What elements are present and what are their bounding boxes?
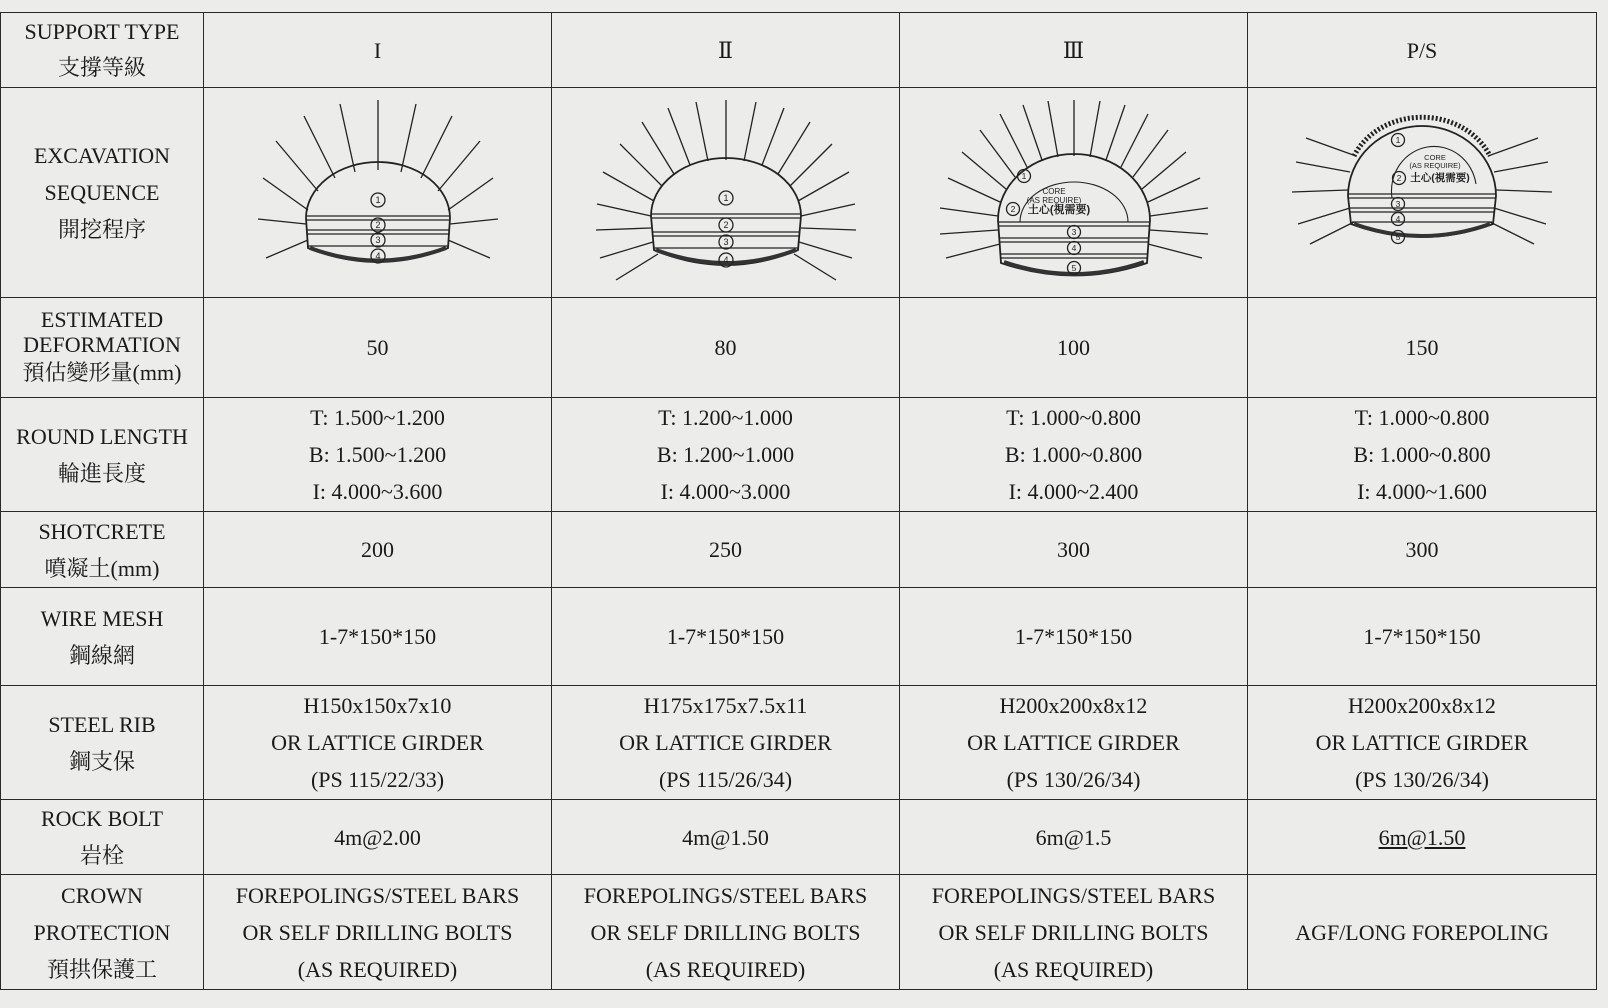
- round-length-bench: B: 1.000~0.800: [1004, 442, 1143, 467]
- excavation-label-en-2: SEQUENCE: [44, 180, 160, 205]
- header-row: [1, 13, 1597, 88]
- step-1-marker: 1: [374, 194, 381, 205]
- round-length-bench: B: 1.000~0.800: [1353, 442, 1491, 467]
- step-2-marker: 2: [1396, 172, 1402, 183]
- steel-rib-girder-spec: (PS 115/22/33): [310, 767, 445, 792]
- steel-rib-label-zh: 鋼支保: [68, 748, 135, 774]
- deformation-value: 150: [1248, 298, 1597, 398]
- steel-rib-section: H150x150x7x10: [303, 693, 452, 718]
- steel-rib-type-1: [204, 686, 552, 800]
- crown-protection-line-1: AGF/LONG FOREPOLING: [1295, 919, 1549, 945]
- steel-rib-girder-spec: (PS 130/26/34): [1355, 767, 1489, 792]
- wire-mesh-label: [1, 588, 204, 686]
- steel-rib-type-3: [900, 686, 1248, 800]
- round-length-label: [1, 398, 204, 512]
- steel-rib-girder-spec: (PS 130/26/34): [1006, 767, 1141, 792]
- tunnel-diagram-type-2: [576, 98, 876, 288]
- steel-rib-section: H200x200x8x12: [1348, 693, 1496, 718]
- crown-protection-label-zh: 預拱保護工: [46, 956, 157, 982]
- crown-protection-line-2: OR SELF DRILLING BOLTS: [938, 919, 1209, 945]
- step-1-marker: 1: [1395, 134, 1401, 145]
- shotcrete-value: 250: [552, 512, 900, 588]
- support-type-table: [0, 12, 1597, 990]
- steel-rib-label: [1, 686, 204, 800]
- crown-protection-line-3: (AS REQUIRED): [645, 956, 806, 982]
- type-1-header: I: [204, 13, 552, 88]
- deformation-value: 50: [204, 298, 552, 398]
- wire-mesh-value: 1-7*150*150: [552, 588, 900, 686]
- round-length-row: [1, 398, 1597, 512]
- type-ps-header: P/S: [1248, 13, 1597, 88]
- excavation-row: [1, 88, 1597, 298]
- crown-protection-type-3: [900, 875, 1248, 990]
- core-label-note: (AS REQUIRE): [1409, 160, 1461, 170]
- core-label-note: (AS REQUIRE): [1026, 195, 1081, 205]
- step-5-marker: 5: [1395, 231, 1401, 242]
- round-length-bench: B: 1.500~1.200: [308, 442, 447, 467]
- step-4-marker: 4: [1071, 242, 1076, 253]
- core-label-zh: 土心(視需要): [1410, 171, 1470, 184]
- deformation-label-en-2: DEFORMATION: [23, 331, 181, 357]
- crown-protection-line-2: OR SELF DRILLING BOLTS: [590, 919, 861, 945]
- excavation-diagram-type-1-cell: [204, 88, 552, 298]
- step-2-marker: 2: [1010, 203, 1015, 214]
- step-2-marker: 2: [722, 219, 729, 230]
- shotcrete-label-zh: 噴凝土(mm): [44, 555, 160, 581]
- step-1-marker: 1: [1021, 170, 1026, 181]
- crown-protection-row: [1, 875, 1597, 990]
- core-label: CORE: [1424, 152, 1446, 162]
- crown-protection-line-2: OR SELF DRILLING BOLTS: [242, 919, 513, 945]
- shotcrete-value: 200: [204, 512, 552, 588]
- round-length-top: T: 1.000~0.800: [1006, 405, 1141, 430]
- round-length-invert: I: 4.000~3.000: [660, 479, 791, 504]
- excavation-diagram-type-ps-cell: [1248, 88, 1597, 298]
- step-4-marker: 4: [374, 250, 381, 261]
- steel-rib-alternative: OR LATTICE GIRDER: [967, 730, 1180, 755]
- shotcrete-label: [1, 512, 204, 588]
- deformation-label-zh: 預估變形量(mm): [22, 359, 182, 385]
- step-3-marker: 3: [722, 236, 729, 247]
- core-label: CORE: [1041, 186, 1066, 196]
- tunnel-diagram-type-3: [924, 98, 1224, 288]
- crown-protection-label-en-2: PROTECTION: [33, 919, 171, 945]
- rock-bolt-value: 4m@1.50: [552, 800, 900, 875]
- steel-rib-alternative: OR LATTICE GIRDER: [271, 730, 484, 755]
- wire-mesh-label-en: WIRE MESH: [40, 605, 164, 631]
- type-3-header: Ⅲ: [900, 13, 1248, 88]
- deformation-label-en-1: ESTIMATED: [40, 306, 164, 332]
- support-type-label-zh: 支撐等級: [57, 55, 146, 80]
- steel-rib-section: H200x200x8x12: [999, 693, 1148, 718]
- crown-protection-type-1: [204, 875, 552, 990]
- steel-rib-label-en: STEEL RIB: [48, 711, 156, 737]
- round-length-invert: I: 4.000~3.600: [312, 479, 443, 504]
- round-length-type-2: [552, 398, 900, 512]
- shotcrete-label-en: SHOTCRETE: [38, 518, 166, 544]
- support-type-label: [1, 13, 204, 88]
- support-type-label-en: SUPPORT TYPE: [24, 19, 180, 44]
- rock-bolt-label: [1, 800, 204, 875]
- round-length-top: T: 1.000~0.800: [1354, 405, 1490, 430]
- rock-bolt-label-zh: 岩栓: [79, 843, 124, 868]
- steel-rib-girder-spec: (PS 115/26/34): [658, 767, 793, 792]
- shotcrete-value: 300: [900, 512, 1248, 588]
- excavation-label-en-1: EXCAVATION: [33, 143, 171, 168]
- round-length-invert: I: 4.000~1.600: [1357, 479, 1487, 504]
- steel-rib-alternative: OR LATTICE GIRDER: [619, 730, 832, 755]
- step-3-marker: 3: [1071, 226, 1076, 237]
- steel-rib-type-ps: [1248, 686, 1597, 800]
- type-2-header: Ⅱ: [552, 13, 900, 88]
- wire-mesh-value: 1-7*150*150: [900, 588, 1248, 686]
- shotcrete-row: [1, 512, 1597, 588]
- crown-protection-type-ps: [1248, 875, 1597, 990]
- crown-protection-line-3: (AS REQUIRED): [297, 956, 458, 982]
- step-5-marker: 5: [1071, 262, 1076, 273]
- round-length-invert: I: 4.000~2.400: [1008, 479, 1139, 504]
- rock-bolt-row: [1, 800, 1597, 875]
- round-length-type-3: [900, 398, 1248, 512]
- step-3-marker: 3: [1395, 198, 1401, 209]
- crown-protection-type-2: [552, 875, 900, 990]
- crown-protection-line-1: FOREPOLINGS/STEEL BARS: [931, 882, 1216, 908]
- step-1-marker: 1: [722, 192, 729, 203]
- deformation-value: 80: [552, 298, 900, 398]
- deformation-row: [1, 298, 1597, 398]
- crown-protection-label: [1, 875, 204, 990]
- round-length-top: T: 1.200~1.000: [658, 405, 793, 430]
- round-length-label-en: ROUND LENGTH: [16, 423, 188, 449]
- wire-mesh-label-zh: 鋼線網: [68, 642, 135, 668]
- round-length-type-ps: [1248, 398, 1597, 512]
- rock-bolt-value: 6m@1.5: [900, 800, 1248, 875]
- crown-protection-line-3: (AS REQUIRED): [993, 956, 1154, 982]
- steel-rib-section: H175x175x7.5x11: [643, 693, 808, 718]
- excavation-diagram-type-3-cell: [900, 88, 1248, 298]
- round-length-bench: B: 1.200~1.000: [656, 442, 795, 467]
- crown-protection-line-1: FOREPOLINGS/STEEL BARS: [235, 882, 520, 908]
- steel-rib-row: [1, 686, 1597, 800]
- excavation-diagram-type-2-cell: [552, 88, 900, 298]
- tunnel-diagram-type-ps: [1272, 98, 1572, 288]
- shotcrete-value: 300: [1248, 512, 1597, 588]
- steel-rib-alternative: OR LATTICE GIRDER: [1315, 730, 1529, 755]
- core-label-zh: 土心(視需要): [1027, 203, 1090, 216]
- rock-bolt-value: 4m@2.00: [204, 800, 552, 875]
- support-type-sheet: [0, 12, 1596, 1002]
- crown-protection-label-en-1: CROWN: [61, 882, 143, 908]
- step-4-marker: 4: [1395, 213, 1401, 224]
- excavation-label: [1, 88, 204, 298]
- round-length-top: T: 1.500~1.200: [310, 405, 445, 430]
- deformation-value: 100: [900, 298, 1248, 398]
- tunnel-diagram-type-1: [228, 98, 528, 288]
- steel-rib-type-2: [552, 686, 900, 800]
- wire-mesh-value: 1-7*150*150: [1248, 588, 1597, 686]
- wire-mesh-row: [1, 588, 1597, 686]
- rock-bolt-label-en: ROCK BOLT: [40, 806, 164, 831]
- deformation-label: [1, 298, 204, 398]
- excavation-label-zh: 開挖程序: [57, 217, 146, 242]
- step-4-marker: 4: [722, 254, 729, 265]
- round-length-type-1: [204, 398, 552, 512]
- crown-protection-line-1: FOREPOLINGS/STEEL BARS: [583, 882, 868, 908]
- step-3-marker: 3: [374, 234, 381, 245]
- step-2-marker: 2: [374, 219, 381, 230]
- round-length-label-zh: 輪進長度: [57, 460, 146, 486]
- rock-bolt-value: 6m@1.50: [1248, 800, 1597, 875]
- wire-mesh-value: 1-7*150*150: [204, 588, 552, 686]
